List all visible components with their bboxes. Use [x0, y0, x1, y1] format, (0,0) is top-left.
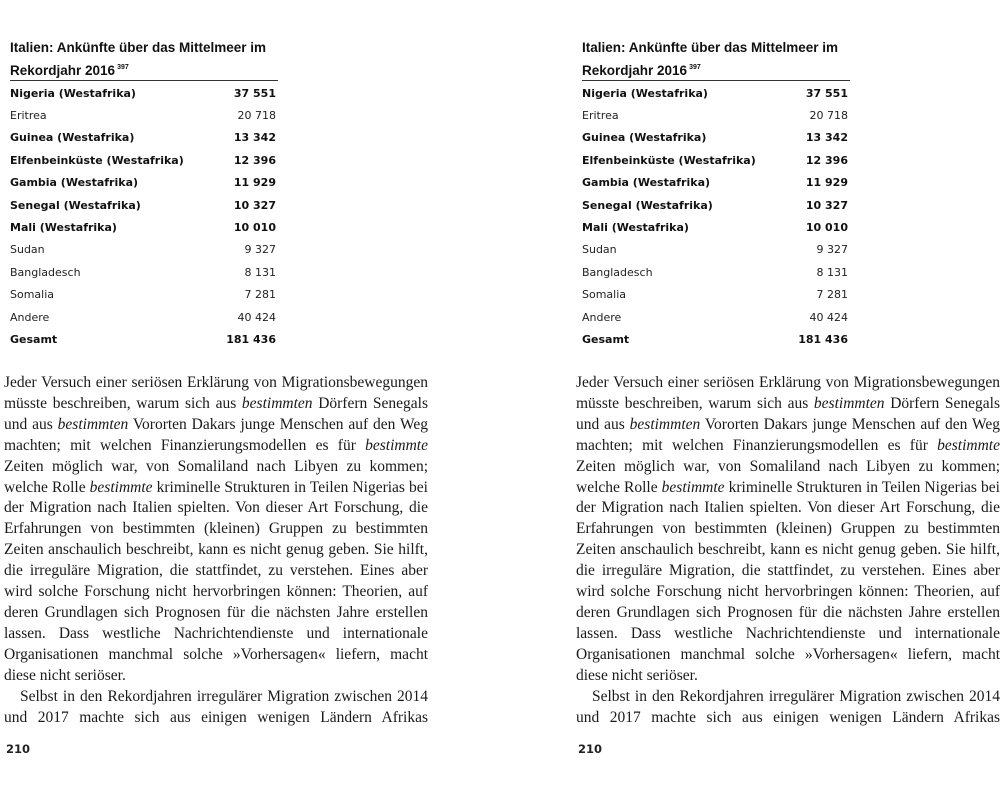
arrivals-value-cell: 11 929: [805, 176, 848, 190]
emphasis-text: bestimmten: [813, 394, 885, 412]
paragraph: [576, 687, 1000, 729]
arrivals-value-cell: 20 718: [237, 109, 276, 123]
country-cell: Gesamt: [10, 332, 58, 346]
arrivals-value-cell: 12 396: [805, 153, 848, 167]
footnote-marker: 397: [117, 64, 129, 71]
text-run: Vororten Dakars junge Menschen auf den Weg machten; mit welchen Finanzierungsmodellen es für: [576, 415, 1000, 454]
body-text: [4, 373, 428, 728]
table-rule: [10, 80, 278, 81]
arrivals-value-cell: 7 281: [816, 288, 848, 302]
country-cell: Bangladesch: [582, 265, 653, 279]
country-cell: Andere: [582, 310, 622, 324]
text-run: Dörfern Senegals und aus: [576, 394, 1000, 433]
arrivals-value-cell: 37 551: [805, 86, 848, 100]
arrivals-value-cell: 20 718: [809, 109, 848, 123]
table-row: [10, 239, 277, 261]
country-cell: Andere: [10, 310, 50, 324]
table-row: [582, 261, 849, 283]
footnote-marker: 397: [689, 64, 701, 71]
table-row: [10, 149, 277, 171]
country-cell: Mali (Westafrika): [10, 221, 117, 235]
table-row: [582, 149, 849, 171]
text-run: Zeiten möglich war, von Somaliland nach Libyen zu kommen; welche Rolle: [576, 457, 1000, 496]
paragraph: [4, 687, 428, 729]
country-cell: Senegal (Westafrika): [10, 198, 141, 212]
text-run: Zeiten möglich war, von Somaliland nach Libyen zu kommen; welche Rolle: [4, 457, 428, 496]
arrivals-value-cell: 12 396: [233, 153, 276, 167]
table-row: [10, 172, 277, 194]
country-cell: Senegal (Westafrika): [582, 198, 713, 212]
arrivals-value-cell: 10 010: [805, 221, 848, 235]
paragraph: [4, 373, 428, 687]
arrivals-value-cell: 10 010: [233, 221, 276, 235]
table-row: [10, 82, 277, 104]
country-cell: Mali (Westafrika): [582, 221, 689, 235]
arrivals-value-cell: 10 327: [805, 198, 848, 212]
country-cell: Guinea (Westafrika): [10, 131, 135, 145]
arrivals-value-cell: 40 424: [809, 310, 848, 324]
table-row: [10, 104, 277, 126]
emphasis-text: bestimmte: [937, 436, 1000, 454]
arrivals-value-cell: 8 131: [244, 265, 276, 279]
page-number: 210: [578, 742, 603, 756]
book-page-left: [4, 0, 428, 800]
emphasis-text: bestimmte: [89, 478, 153, 496]
body-text: [576, 373, 1000, 728]
text-run: kriminelle Strukturen in Teilen Nigerias bei der Migration nach Italien spielten. Von dieser Art Forschung, die Erfahrungen von bestimmten (kleinen) Gruppen zu bestimmten Zeiten anschaulich beschreibt, kann es nicht genug geben. Sie hilft, die irreguläre Migration, die stattfindet, zu verstehen. Eines aber wird solche Forschung nicht hervorbringen können: Theorien, auf deren Grundlagen sich Prognosen für die nächsten Jahre erstellen lassen. Dass westliche Nachrichtendienste und internationale Organisationen manchmal solche »Vorhersagen« liefern, macht diese nicht seriöser.: [576, 478, 1000, 684]
arrivals-value-cell: 10 327: [233, 198, 276, 212]
country-cell: Bangladesch: [10, 265, 81, 279]
emphasis-text: bestimmten: [57, 415, 129, 433]
country-cell: Guinea (Westafrika): [582, 131, 707, 145]
country-cell: Nigeria (Westafrika): [10, 86, 136, 100]
country-cell: Elfenbeinküste (Westafrika): [582, 153, 756, 167]
emphasis-text: bestimmten: [241, 394, 313, 412]
table-row: [582, 82, 849, 104]
table-title-text: Italien: Ankünfte über das Mittelmeer im Rekordjahr 2016: [10, 40, 267, 78]
arrivals-value-cell: 181 436: [798, 332, 848, 346]
country-cell: Elfenbeinküste (Westafrika): [10, 153, 184, 167]
arrivals-value-cell: 37 551: [233, 86, 276, 100]
table-row: [582, 216, 849, 238]
text-run: Vororten Dakars junge Menschen auf den Weg machten; mit welchen Finanzierungsmodellen es für: [4, 415, 428, 454]
table-row: [10, 216, 277, 238]
arrivals-value-cell: 9 327: [244, 243, 276, 257]
paragraph: [576, 373, 1000, 687]
arrivals-value-cell: 7 281: [244, 288, 276, 302]
arrivals-value-cell: 8 131: [816, 265, 848, 279]
country-cell: Eritrea: [582, 109, 619, 123]
table-row: [582, 194, 849, 216]
table-title: [10, 38, 280, 81]
arrivals-table: [582, 82, 849, 351]
table-row: [10, 127, 277, 149]
table-row: [582, 328, 849, 350]
country-cell: Sudan: [582, 243, 617, 257]
country-cell: Gesamt: [582, 332, 630, 346]
table-row: [582, 127, 849, 149]
table-rule: [582, 80, 850, 81]
emphasis-text: bestimmte: [661, 478, 725, 496]
emphasis-text: bestimmten: [629, 415, 701, 433]
table-row: [10, 261, 277, 283]
text-run: Selbst in den Rekordjahren irregulärer Migration zwischen 2014 und 2017 machte sich aus einigen wenigen Ländern Afrikas: [576, 687, 1000, 726]
table-row: [582, 306, 849, 328]
table-title-text: Italien: Ankünfte über das Mittelmeer im Rekordjahr 2016: [582, 40, 839, 78]
page-number: 210: [6, 742, 31, 756]
country-cell: Gambia (Westafrika): [582, 176, 711, 190]
table-row: [10, 194, 277, 216]
country-cell: Somalia: [582, 288, 627, 302]
table-row: [10, 306, 277, 328]
text-run: kriminelle Strukturen in Teilen Nigerias bei der Migration nach Italien spielten. Von dieser Art Forschung, die Erfahrungen von bestimmten (kleinen) Gruppen zu bestimmten Zeiten anschaulich beschreibt, kann es nicht genug geben. Sie hilft, die irreguläre Migration, die stattfindet, zu verstehen. Eines aber wird solche Forschung nicht hervorbringen können: Theorien, auf deren Grundlagen sich Prognosen für die nächsten Jahre erstellen lassen. Dass westliche Nachrichtendienste und internationale Organisationen manchmal solche »Vorhersagen« liefern, macht diese nicht seriöser.: [4, 478, 428, 684]
arrivals-value-cell: 13 342: [805, 131, 848, 145]
table-row: [10, 284, 277, 306]
country-cell: Gambia (Westafrika): [10, 176, 139, 190]
arrivals-value-cell: 9 327: [816, 243, 848, 257]
arrivals-value-cell: 13 342: [233, 131, 276, 145]
text-run: Selbst in den Rekordjahren irregulärer Migration zwischen 2014 und 2017 machte sich aus einigen wenigen Ländern Afrikas: [4, 687, 428, 726]
country-cell: Eritrea: [10, 109, 47, 123]
country-cell: Nigeria (Westafrika): [582, 86, 708, 100]
table-row: [10, 328, 277, 350]
table-row: [582, 239, 849, 261]
table-title: [582, 38, 852, 81]
text-run: Jeder Versuch einer seriösen Erklärung von Migrationsbewegungen müsste beschreiben, warum sich aus: [576, 374, 1000, 412]
arrivals-value-cell: 40 424: [237, 310, 276, 324]
arrivals-value-cell: 11 929: [233, 176, 276, 190]
table-row: [582, 172, 849, 194]
table-row: [582, 284, 849, 306]
book-page-right: [576, 0, 1000, 800]
text-run: Jeder Versuch einer seriösen Erklärung von Migrationsbewegungen müsste beschreiben, warum sich aus: [4, 374, 428, 412]
country-cell: Somalia: [10, 288, 55, 302]
arrivals-table: [10, 82, 277, 351]
country-cell: Sudan: [10, 243, 45, 257]
text-run: Dörfern Senegals und aus: [4, 394, 429, 433]
arrivals-value-cell: 181 436: [226, 332, 276, 346]
table-row: [582, 104, 849, 126]
emphasis-text: bestimmte: [365, 436, 428, 454]
